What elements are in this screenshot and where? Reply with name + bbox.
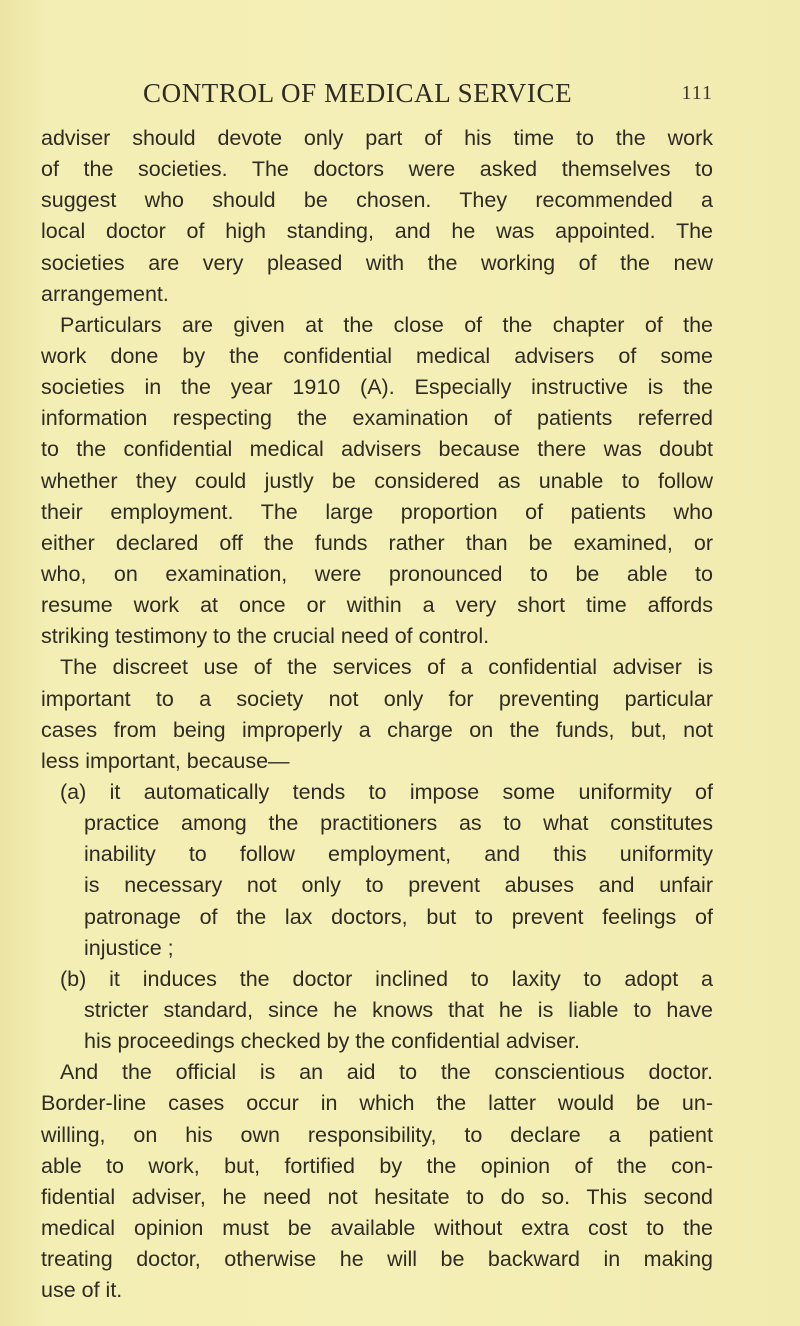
text-line: Particulars are given at the close of the chapter of the bbox=[60, 312, 713, 337]
text-line: use of it. bbox=[41, 1278, 123, 1303]
list-item-line: his proceedings checked by the confidential adviser. bbox=[84, 1029, 581, 1054]
text-line: work done by the confidential medical advisers of some bbox=[41, 343, 713, 368]
text-line: resume work at once or within a very short time affords bbox=[41, 593, 713, 618]
text-line: suggest who should be chosen. They recommended a bbox=[41, 188, 713, 213]
list-item-line: practice among the practitioners as to what constitutes bbox=[84, 811, 713, 836]
text-line: medical opinion must be available without extra cost to the bbox=[41, 1215, 713, 1240]
page-number: 111 bbox=[681, 82, 713, 104]
list-item-line: inability to follow employment, and this uniformity bbox=[84, 842, 713, 867]
text-line: The discreet use of the services of a confidential adviser is bbox=[60, 655, 713, 680]
text-line: societies are very pleased with the working of the new bbox=[41, 250, 713, 275]
text-line: And the official is an aid to the conscientious doctor. bbox=[60, 1060, 713, 1085]
list-item-line: (b) it induces the doctor inclined to laxity to adopt a bbox=[60, 966, 713, 991]
text-line: whether they could justly be considered as unable to follow bbox=[41, 468, 713, 493]
text-line: either declared off the funds rather than be examined, or bbox=[41, 530, 713, 555]
text-line: cases from being improperly a charge on the funds, but, not bbox=[41, 717, 713, 742]
text-line: able to work, but, fortified by the opinion of the con- bbox=[41, 1153, 713, 1178]
text-line: of the societies. The doctors were asked themselves to bbox=[41, 157, 713, 182]
text-line: willing, on his own responsibility, to declare a patient bbox=[41, 1122, 713, 1147]
running-header bbox=[143, 78, 713, 114]
text-line: their employment. The large proportion of patients who bbox=[41, 499, 713, 524]
text-line: societies in the year 1910 (A). Especially instructive is the bbox=[41, 375, 713, 400]
list-item-line: (a) it automatically tends to impose some uniformity of bbox=[60, 779, 713, 804]
text-line: Border-line cases occur in which the latter would be un- bbox=[41, 1091, 713, 1116]
text-line: information respecting the examination of patients referred bbox=[41, 406, 713, 431]
text-line: who, on examination, were pronounced to be able to bbox=[41, 561, 713, 586]
text-line: adviser should devote only part of his time to the work bbox=[41, 126, 713, 150]
text-line: less important, because— bbox=[41, 748, 290, 773]
running-title: CONTROL OF MEDICAL SERVICE bbox=[143, 78, 573, 108]
text-line: fidential adviser, he need not hesitate to do so. This second bbox=[41, 1184, 713, 1209]
text-line: striking testimony to the crucial need of control. bbox=[41, 624, 490, 649]
text-line: local doctor of high standing, and he was appointed. The bbox=[41, 219, 713, 244]
list-item-line: patronage of the lax doctors, but to prevent feelings of bbox=[84, 904, 713, 929]
body-text bbox=[41, 123, 713, 1306]
text-line: to the confidential medical advisers because there was doubt bbox=[41, 437, 713, 462]
list-item-line: is necessary not only to prevent abuses and unfair bbox=[84, 873, 713, 898]
list-item-line: injustice ; bbox=[84, 935, 174, 960]
text-line: arrangement. bbox=[41, 281, 169, 306]
text-line: treating doctor, otherwise he will be backward in making bbox=[41, 1247, 713, 1272]
list-item-line: stricter standard, since he knows that he is liable to have bbox=[84, 997, 713, 1022]
text-line: important to a society not only for preventing particular bbox=[41, 686, 713, 711]
